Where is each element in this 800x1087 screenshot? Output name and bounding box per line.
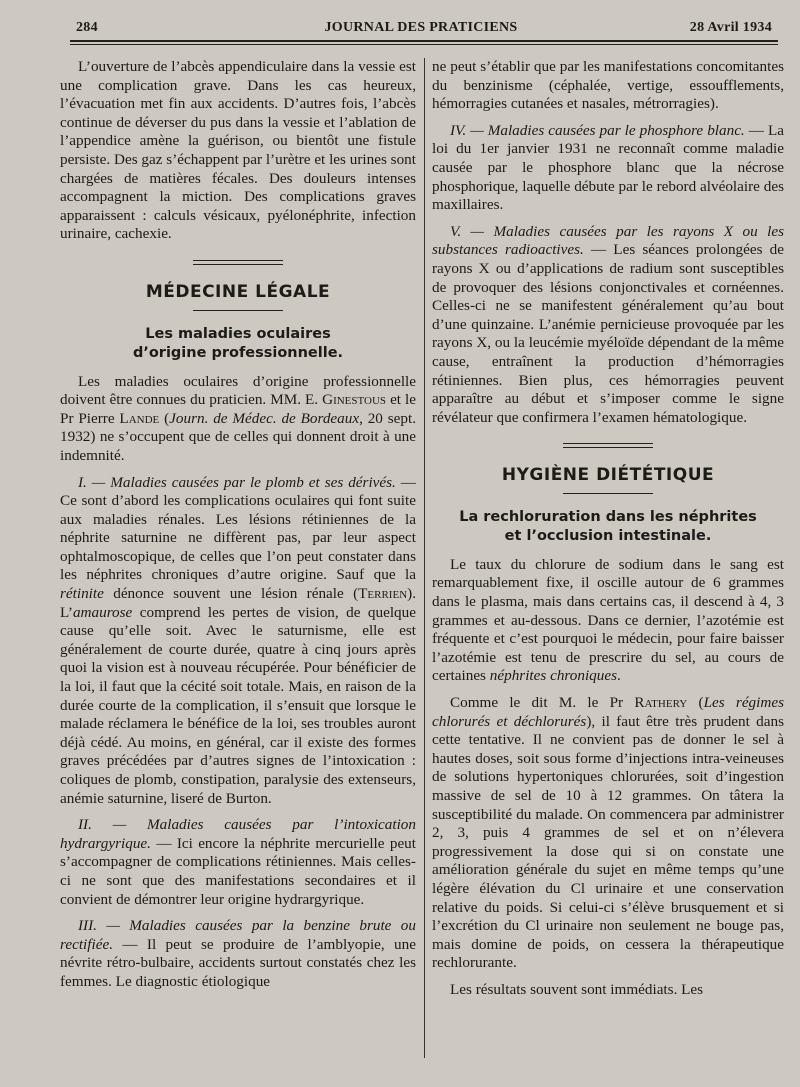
heading-benzine: III. — Maladies causées par la benzine brute ou rectifiée. [60, 917, 416, 953]
column-divider [424, 58, 425, 1058]
journal-title: JOURNAL DES PRATICIENS [324, 20, 518, 35]
phosphore-text: — La loi du 1er janvier 1931 ne reconnaît comme maladie causée par le phosphore blanc que la nécrose phosphorique, laquelle débute par le rebord alvéolaire des maxillaires. [432, 121, 784, 214]
rathery-text-b: ( [687, 694, 704, 712]
author-ginestous: Ginestous [322, 391, 387, 409]
rathery-text-a: Comme le dit M. le Pr [450, 694, 635, 712]
term-amaurose: amaurose [72, 603, 133, 621]
paragraph-rathery [432, 694, 784, 973]
reference-regimes: Les régimes chlorurés et déchlorurés [432, 694, 784, 730]
heading-rayons-x: V. — Maladies causées par les rayons X ou les substances radioactives. [432, 222, 784, 259]
journal-reference: Journ. de Médec. de Bordeaux [169, 409, 360, 427]
header-rule [70, 40, 778, 45]
page-header [70, 18, 772, 40]
plomb-text-a: — Ce sont d’abord les complications oculaires qui font suite aux maladies rénales. Les lésions rétiniennes de la néphrite saturnine ne diffèrent pas, par leur aspect ophtalmoscopique, de celles que l’on peut constater dans les néphrites chroniques d’autre origine. Sauf que la [60, 473, 416, 584]
benzine-text: — Il peut se produire de l’amblyopie, une névrite rétro-bulbaire, accidents surtout constatés chez les femmes. Le diagnostic étiologique [60, 935, 416, 990]
chlorure-text-b: . [617, 667, 621, 685]
paragraph-rayons-x [432, 223, 784, 428]
intro-text-b: et le Pr Pierre [60, 391, 416, 427]
intro-text-c: ( [159, 409, 170, 427]
author-rathery: Rathery [634, 694, 688, 712]
paragraph-hydrargyrique [60, 816, 416, 909]
intro-text-d: , 20 sept. 1932) ne s’occupent que de celles qui donnent droit à une indemnité. [60, 409, 416, 464]
article-title-rechloruration [432, 508, 784, 546]
article-title-line-1: Les maladies oculaires [145, 325, 331, 342]
intro-text-a: Les maladies oculaires d’origine professionnelle doivent être connues du praticien. MM. E. [60, 372, 416, 409]
term-nephrites-chroniques: néphrites chroniques [489, 667, 618, 685]
plomb-text-d: comprend les pertes de vision, de quelque cause qu’elle soit. Avec le saturnisme, elle est généralement de courte durée, quatre à cinq jours après quoi la vision est à nouveau récupérée. Pour bénéficier de la loi, il faut que la cécité soit totale. Mais, en raison de la durée courte de la complication, il s’ensuit que lorsque le malade réclamera le bénéfice de la loi, ses troubles auront déjà cédé. Au moins, en général, car il existe des formes graves précédées par d’autres signes de l’intoxication : coliques de plomb, constipation, paralysie des extenseurs, anémie saturnine, liseré de Burton. [60, 603, 416, 807]
paragraph-abces: L’ouverture de l’abcès appendiculaire dans la vessie est une complication grave. Dans les cas heureux, l’évacuation met fin aux accidents. D’autres fois, l’abcès continue de déverser du pus dans la vessie et l’ablation de l’appendice amène la guérison, ou bientôt une fistule persiste. Des gaz s’échappent par l’urètre et les urines sont chargées de matières fécales. Des douleurs intenses accompagnent la miction. Des complications graves apparaissent : calculs vésicaux, pyélonéphrite, infection urinaire, cachexie. [60, 58, 416, 243]
right-column [432, 58, 784, 1008]
page-number: 284 [76, 20, 98, 35]
paragraph-resultats: Les résultats souvent sont immédiats. Les [450, 980, 704, 998]
article-title-line-2: et l’occlusion intestinale. [504, 527, 712, 544]
left-column [60, 58, 416, 1000]
paragraph-benzine [60, 917, 416, 991]
heading-plomb: I. — Maladies causées par le plomb et ses dérivés. [78, 473, 396, 491]
section-separator [563, 443, 653, 448]
heading-phosphore: IV. — Maladies causées par le phosphore blanc. [450, 121, 745, 139]
hydrargyrique-text: — Ici encore la néphrite mercurielle peut s’accompagner de complications rétiniennes. Mais celles-ci ne sont que des manifestations secondaires et il convient de démontrer leur origine hydrargyrique. [60, 834, 416, 908]
plomb-text-c: ). L’ [60, 585, 416, 621]
paragraph-plomb [60, 474, 416, 809]
paragraph-intro [60, 373, 416, 466]
article-title-line-2: d’origine professionnelle. [132, 344, 344, 361]
paragraph-benzine-cont: ne peut s’établir que par les manifestations concomitantes du benzinisme (céphalée, vertige, essoufflements, hémorragies cutanées et nasales, métrorragies). [432, 58, 784, 113]
issue-date: 28 Avril 1934 [689, 20, 772, 35]
section-separator [193, 260, 283, 265]
rayons-x-text: — Les séances prolongées de rayons X ou d’applications de radium sont susceptibles de provoquer des lésions conjonctivales et cornéennes. Celles-ci ne se manifestent généralement qu’au bout d’une quinzaine. L’anémie pernicieuse provoquée par les rayons X, ou la leucémie myéloïde dépendant de la même cause, entraînent la production d’hémorragies rétiniennes. Bien plus, ces hémorragies peuvent apparaître au début et s’imposer comme le signe révélateur que confirmera l’examen hématologique. [432, 241, 784, 426]
chlorure-text-a: Le taux du chlorure de sodium dans le sang est remarquablement fixe, il oscille autour de 6 grammes dans le plasma, mais dans certains cas, il descend à 4, 3 grammes et au-dessous. Dans ce dernier, l’azotémie est fréquente et c’est pourquoi le médecin, pour faire baisser l’azotémie est tenu de prescrire du sel, au cours de certaines [432, 555, 784, 685]
author-lande: Lande [119, 409, 160, 427]
title-rule [193, 310, 283, 311]
section-title-hygiene-dietetique: HYGIÈNE DIÉTÉTIQUE [501, 465, 715, 486]
plomb-text-b: dénonce souvent une lésion rénale ( [103, 585, 359, 603]
article-title-line-1: La rechloruration dans les néphrites [459, 508, 757, 525]
author-terrien: Terrien [358, 585, 408, 603]
paragraph-phosphore [432, 122, 784, 215]
section-title-medecine-legale: MÉDECINE LÉGALE [145, 281, 331, 302]
rathery-text-c: ), il faut être très prudent dans cette tentative. Il ne convient pas de donner le sel à hautes doses, soit sous forme d’injections intra-veineuses de solutions hypertoniques chlorurées, soit d’ingestion massive de sel de 10 à 12 grammes. On tâtera la susceptibilité du malade. On commencera par administrer 2, 3, puis 4 grammes de sel et on n’élevera progressivement la dose qui si on constate une amélioration générale du sujet en même temps qu’une légère élévation du Cl urinaire et une conservation relative du poids. Si celui-ci s’élève brusquement et si l’excrétion du Cl urinaire non seulement ne bouge pas, mais domine de poids, on cessera la thérapeutique rechlorurante. [432, 712, 784, 972]
title-rule [563, 493, 653, 494]
heading-hydrargyrique: II. — Maladies causées par l’intoxication hydrargyrique. [60, 816, 416, 852]
article-title-maladies-oculaires [60, 325, 416, 363]
term-retinite: rétinite [60, 585, 104, 603]
paragraph-chlorure [432, 556, 784, 686]
